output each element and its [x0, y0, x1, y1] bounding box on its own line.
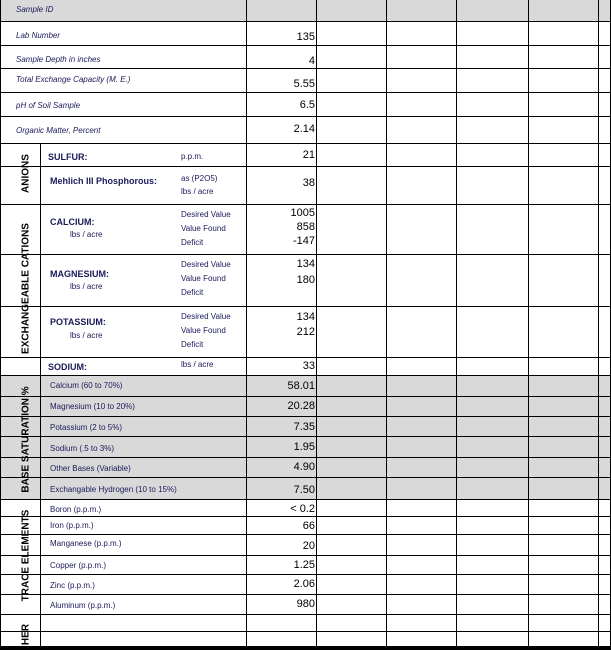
bs-label: Calcium (60 to 70%): [50, 381, 123, 390]
bs-label: Other Bases (Variable): [50, 464, 131, 473]
trace-value: 2.06: [293, 578, 315, 590]
phosphorous-unit: as (P2O5): [181, 174, 218, 183]
calcium-desired-value: 1005: [290, 207, 315, 219]
anions-group: [12, 144, 40, 205]
magnesium-deficit-label: Deficit: [181, 288, 204, 297]
potassium-desired-value: 134: [296, 311, 315, 323]
bs-row: [0, 437, 611, 458]
sodium-value: 33: [302, 360, 315, 372]
potassium-name: POTASSIUM:: [50, 317, 106, 327]
bs-row: [0, 417, 611, 437]
trace-label: Iron (p.p.m.): [50, 521, 94, 530]
trace-value: 980: [296, 598, 315, 610]
sulfur-row: [0, 144, 611, 167]
tec-label: Total Exchange Capacity (M. E.): [16, 75, 131, 84]
bs-value: 20.28: [287, 400, 315, 412]
magnesium-found-label: Value Found: [181, 274, 226, 283]
sulfur-name: SULFUR:: [48, 152, 88, 162]
column-divider: [598, 0, 599, 646]
trace-row: [0, 575, 611, 595]
calcium-desired-label: Desired Value: [181, 210, 231, 219]
bs-value: 58.01: [287, 380, 315, 392]
bottom-edge: [0, 646, 611, 650]
potassium-row: [0, 307, 611, 358]
tec-row: [0, 69, 611, 93]
sulfur-value: 21: [302, 149, 315, 161]
trace-row: [0, 535, 611, 556]
bs-row: [0, 397, 611, 417]
calcium-found-value: 858: [296, 221, 315, 233]
trace-row: [0, 517, 611, 535]
calcium-name: CALCIUM:: [50, 217, 95, 227]
calcium-deficit-value: -147: [292, 235, 315, 247]
bs-value: 1.95: [293, 441, 315, 453]
base-saturation-label: BASE SATURATION %: [20, 386, 32, 493]
bs-row: [0, 458, 611, 478]
trace-label: Manganese (p.p.m.): [50, 539, 122, 548]
sample-id-label: Sample ID: [16, 5, 54, 14]
column-divider: [316, 0, 317, 646]
sample-id-row: [0, 0, 611, 22]
sodium-unit: lbs / acre: [181, 360, 214, 369]
sulfur-unit: p.p.m.: [181, 152, 204, 161]
magnesium-row: [0, 255, 611, 307]
trace-label: Aluminum (p.p.m.): [50, 601, 116, 610]
cations-group: [12, 205, 40, 376]
lab-number-label: Lab Number: [16, 31, 61, 40]
trace-label: Boron (p.p.m.): [50, 505, 102, 514]
column-divider: [456, 0, 457, 646]
trace-label: Zinc (p.p.m.): [50, 581, 95, 590]
trace-value: < 0.2: [290, 503, 315, 515]
bs-value: 7.50: [293, 484, 315, 496]
potassium-desired-label: Desired Value: [181, 312, 231, 321]
potassium-found-label: Value Found: [181, 326, 226, 335]
trace-row: [0, 556, 611, 575]
sample-depth-label: Sample Depth in inches: [16, 55, 101, 64]
bs-label: Potassium (2 to 5%): [50, 423, 123, 432]
phosphorous-name: Mehlich III Phosphorous:: [50, 176, 158, 186]
other-row: [0, 615, 611, 632]
bs-label: Sodium (.5 to 3%): [50, 444, 115, 453]
potassium-unit: lbs / acre: [70, 331, 103, 340]
trace-label-group: TRACE ELEMENTS: [20, 509, 32, 602]
magnesium-desired-value: 134: [296, 258, 315, 270]
magnesium-found-value: 180: [296, 274, 315, 286]
column-divider: [246, 0, 247, 646]
group-divider: [40, 144, 41, 646]
other-group: [12, 615, 40, 646]
sample-depth-value: 4: [308, 55, 315, 67]
sample-depth-row: [0, 46, 611, 69]
column-divider: [528, 0, 529, 646]
phosphorous-row: [0, 167, 611, 205]
lab-number-value: 135: [296, 31, 315, 43]
calcium-deficit-label: Deficit: [181, 238, 204, 247]
tec-value: 5.55: [293, 78, 315, 90]
trace-label: Copper (p.p.m.): [50, 561, 107, 570]
potassium-deficit-label: Deficit: [181, 340, 204, 349]
border-left: [0, 0, 1, 646]
trace-value: 1.25: [293, 559, 315, 571]
bs-value: 7.35: [293, 421, 315, 433]
sodium-row: [0, 358, 611, 376]
ph-value: 6.5: [299, 99, 315, 111]
ph-label: pH of Soil Sample: [16, 101, 81, 110]
magnesium-desired-label: Desired Value: [181, 260, 231, 269]
organic-matter-value: 2.14: [293, 123, 315, 135]
sodium-name: SODIUM:: [48, 362, 87, 372]
magnesium-unit: lbs / acre: [70, 282, 103, 291]
bs-label: Magnesium (10 to 20%): [50, 402, 135, 411]
ph-row: [0, 93, 611, 117]
base-saturation-group: [12, 376, 40, 500]
column-divider: [386, 0, 387, 646]
trace-group: [12, 500, 40, 615]
trace-row: [0, 500, 611, 517]
lab-number-row: [0, 22, 611, 46]
magnesium-name: MAGNESIUM:: [50, 269, 109, 279]
trace-value: 66: [302, 520, 315, 532]
anions-label: ANIONS: [20, 154, 32, 193]
bs-value: 4.90: [293, 461, 315, 473]
phosphorous-value: 38: [302, 177, 315, 189]
calcium-found-label: Value Found: [181, 224, 226, 233]
organic-matter-row: [0, 117, 611, 144]
potassium-found-value: 212: [296, 326, 315, 338]
bs-row: [0, 376, 611, 397]
trace-value: 20: [302, 540, 315, 552]
calcium-row: [0, 205, 611, 255]
cations-label: EXCHANGEABLE CATIONS: [20, 223, 32, 354]
other-label: HER: [20, 623, 32, 646]
calcium-unit: lbs / acre: [70, 230, 103, 239]
trace-row: [0, 595, 611, 615]
bs-row: [0, 478, 611, 500]
other-row: [0, 632, 611, 646]
phosphorous-unit-2: lbs / acre: [181, 187, 214, 196]
organic-matter-label: Organic Matter, Percent: [16, 126, 101, 135]
bs-label: Exchangable Hydrogen (10 to 15%): [50, 485, 177, 494]
